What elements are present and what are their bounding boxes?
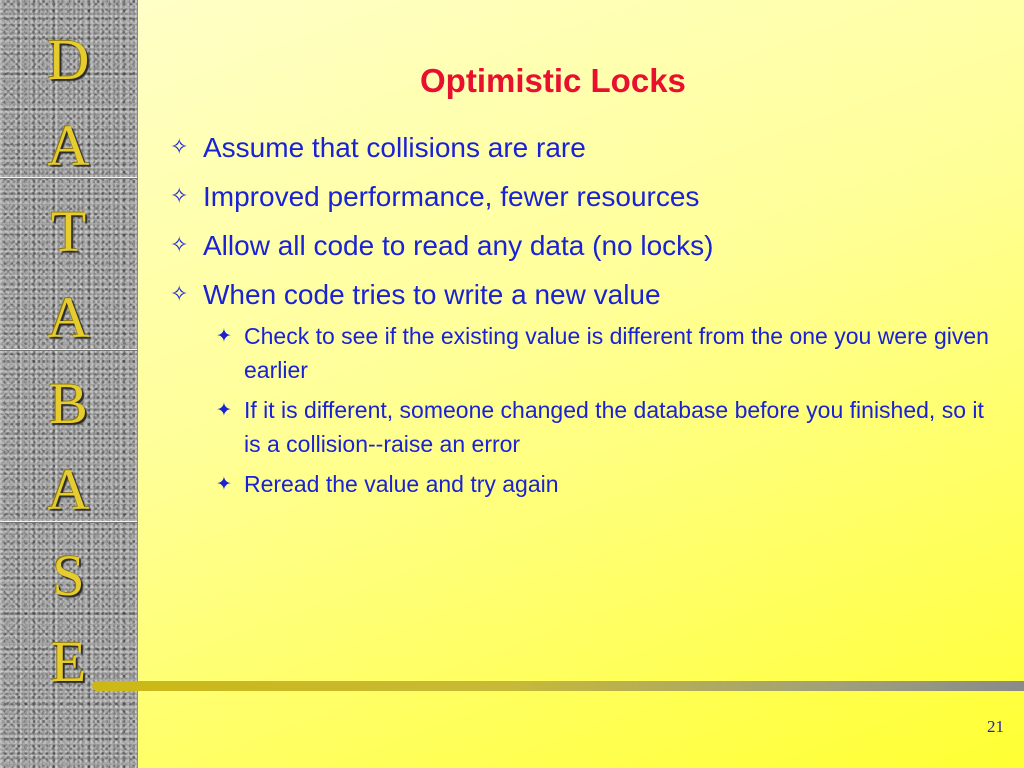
hollow-star-bullet-icon: ✧ <box>170 184 189 209</box>
sub-bullet-text: Reread the value and try again <box>244 471 559 497</box>
side-letter: A <box>47 113 90 178</box>
bullet-list <box>168 128 998 507</box>
side-letter: T <box>50 199 87 264</box>
side-letter: E <box>50 629 87 694</box>
side-letter: A <box>47 457 90 522</box>
filled-star-bullet-icon: ✦ <box>216 473 232 495</box>
page-number: 21 <box>987 717 1004 736</box>
side-letter: D <box>47 27 90 92</box>
bullet-item <box>168 226 998 266</box>
sub-bullet-list <box>214 319 998 501</box>
hollow-star-bullet-icon: ✧ <box>170 233 189 258</box>
bullet-text: Assume that collisions are rare <box>203 132 586 163</box>
side-letter: S <box>52 543 85 608</box>
filled-star-bullet-icon: ✦ <box>216 399 232 421</box>
side-letter: A <box>47 285 90 350</box>
sub-bullet-container <box>168 319 998 501</box>
database-side-strip <box>0 0 138 768</box>
sub-bullet-text: If it is different, someone changed the database before you finished, so it is a collision--raise an error <box>244 397 984 457</box>
bullet-text: When code tries to write a new value <box>203 279 661 310</box>
slide-title: Optimistic Locks <box>420 62 686 99</box>
footer-rule <box>92 681 1024 691</box>
side-letters <box>0 24 137 712</box>
filled-star-bullet-icon: ✦ <box>216 325 232 347</box>
sub-bullet-item <box>214 467 998 501</box>
bullet-item <box>168 177 998 217</box>
hollow-star-bullet-icon: ✧ <box>170 282 189 307</box>
bullet-text: Allow all code to read any data (no locks) <box>203 230 714 261</box>
bullet-text: Improved performance, fewer resources <box>203 181 700 212</box>
hollow-star-bullet-icon: ✧ <box>170 135 189 160</box>
bullet-item <box>168 128 998 168</box>
bullet-item <box>168 275 998 315</box>
sub-bullet-text: Check to see if the existing value is different from the one you were given earlier <box>244 323 989 383</box>
side-letter: B <box>49 371 88 436</box>
sub-bullet-item <box>214 393 998 461</box>
sub-bullet-item <box>214 319 998 387</box>
